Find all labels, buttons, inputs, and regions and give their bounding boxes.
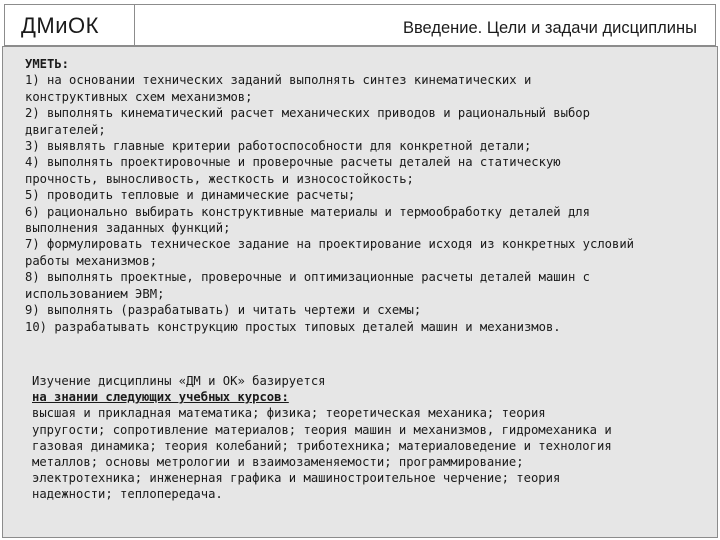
skills-line: работы механизмов; [25, 253, 158, 268]
skills-line: 9) выполнять (разрабатывать) и читать чертежи и схемы; [25, 303, 422, 318]
basis-subheading: на знании следующих учебных курсов: [32, 390, 289, 405]
skills-line: 1) на основании технических заданий выполнять синтез кинематических и [25, 73, 532, 88]
skills-line: 4) выполнять проектировочные и проверочные расчеты деталей на статическую [25, 155, 561, 170]
skills-line: 6) рационально выбирать конструктивные материалы и термообработку деталей для [25, 204, 590, 219]
basis-line: высшая и прикладная математика; физика; теоретическая механика; теория [32, 406, 546, 421]
skills-line: 5) проводить тепловые и динамические расчеты; [25, 188, 356, 203]
basis-line: упругости; сопротивление материалов; теория машин и механизмов, гидромеханика и [32, 422, 612, 437]
basis-line: надежности; теплопередача. [32, 487, 223, 502]
skills-line: 7) формулировать техническое задание на проектирование исходя из конкретных условий [25, 237, 635, 252]
skills-line: 8) выполнять проектные, проверочные и оптимизационные расчеты деталей машин с [25, 270, 590, 285]
logo-box [4, 4, 135, 46]
skills-line: 10) разрабатывать конструкцию простых типовых деталей машин и механизмов. [25, 319, 561, 334]
basis-line: газовая динамика; теория колебаний; триботехника; материаловедение и технология [32, 438, 612, 453]
basis-section [32, 373, 712, 503]
slide-title: Введение. Цели и задачи дисциплины [402, 19, 697, 37]
skills-line: прочность, выносливость, жесткость и износостойкость; [25, 171, 414, 186]
skills-section [25, 56, 710, 335]
basis-line: электротехника; инженерная графика и машиностроительное черчение; теория [32, 471, 561, 486]
basis-intro: Изучение дисциплины «ДМ и ОК» базируется [32, 374, 326, 388]
title-bar [134, 4, 716, 46]
skills-line: конструктивных схем механизмов; [25, 89, 253, 104]
basis-line: металлов; основы метрологии и взаимозаменяемости; программирование; [32, 455, 524, 470]
skills-line: выполнения заданных функций; [25, 221, 231, 236]
skills-heading: УМЕТЬ: [25, 57, 70, 71]
skills-line: использованием ЭВМ; [25, 286, 165, 301]
course-logo: ДМиОК [21, 13, 99, 38]
skills-line: 2) выполнять кинематический расчет механических приводов и рациональный выбор [25, 106, 590, 121]
skills-line: 3) выявлять главные критерии работоспособности для конкретной детали; [25, 139, 532, 154]
skills-line: двигателей; [25, 122, 106, 137]
